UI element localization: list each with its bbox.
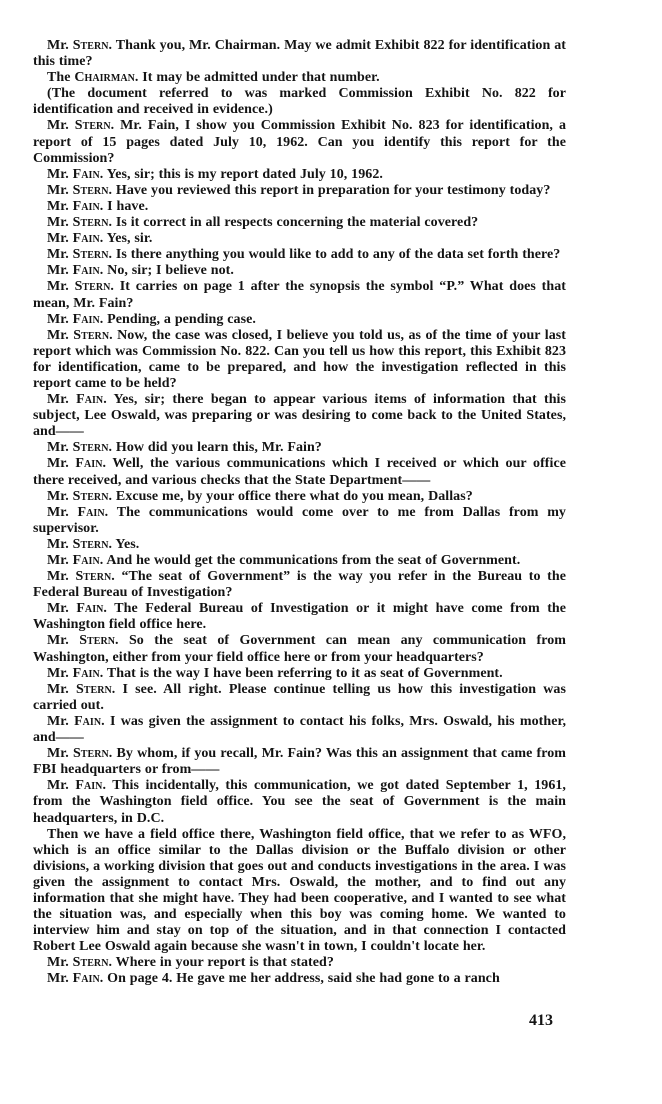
testimony-paragraph (33, 167, 566, 183)
speaker-name: Mr. Stern. (47, 279, 120, 295)
paragraph-text: Yes. (115, 536, 140, 552)
speaker-prefix: Mr. (47, 198, 69, 214)
speaker-name: Mr. Fain. (47, 263, 108, 279)
paragraph-text: No, sir; I believe not. (107, 263, 234, 279)
paragraph-text: I have. (107, 198, 149, 214)
speaker-surname: Stern (74, 118, 111, 134)
speaker-surname: Stern (72, 536, 109, 552)
speaker-name: Mr. Stern. (47, 38, 116, 53)
speaker-name: Mr. Fain. (47, 971, 108, 987)
testimony-paragraph (33, 312, 566, 328)
testimony-paragraph (33, 263, 566, 279)
paragraph-text: The communications would come over to me from Dallas from my supervisor. (33, 504, 566, 536)
testimony-paragraph (33, 505, 566, 537)
speaker-prefix: Mr. (47, 392, 69, 408)
speaker-prefix: Mr. (47, 440, 69, 456)
paragraph-text: It carries on page 1 after the synopsis the symbol “P.” What does that mean, Mr. Fain? (33, 279, 566, 311)
speaker-name: Mr. Fain. (47, 713, 110, 729)
paragraph-text: Yes, sir; there began to appear various items of information that this subject, Lee Oswald, was preparing or was desiring to come back to the United States, and—— (33, 392, 566, 440)
paragraph-text: The Federal Bureau of Investigation or it might have come from the Washington field office here. (33, 601, 567, 633)
speaker-name: Mr. Stern. (47, 182, 116, 198)
speaker-prefix: Mr. (47, 955, 69, 971)
paragraph-text: Yes, sir; this is my report dated July 10, 1962. (106, 166, 383, 182)
paragraph-text: This incidentally, this communication, we got dated September 1, 1961, from the Washington field office. You see the seat of Government is the main headquarters, in D.C. (33, 778, 566, 826)
paragraph-text: And he would get the communications from the seat of Government. (106, 553, 521, 568)
speaker-prefix: Mr. (47, 778, 69, 794)
paragraph-text: Well, the various communications which I received or which our office there received, and various checks that the State Department—— (33, 456, 566, 488)
paragraph-text: Is there anything you would like to add to any of the data set forth there? (115, 247, 561, 263)
testimony-paragraph (33, 633, 566, 665)
speaker-surname: Fain (75, 456, 103, 472)
speaker-name: Mr. Fain. (47, 456, 113, 472)
speaker-prefix: Mr. (47, 118, 69, 134)
speaker-surname: Stern (73, 327, 110, 343)
testimony-paragraph (33, 827, 566, 956)
testimony-paragraph (33, 118, 566, 166)
testimony-paragraph (33, 955, 566, 971)
speaker-prefix: Mr. (47, 633, 69, 649)
speaker-prefix: Mr. (47, 713, 69, 729)
testimony-paragraph (33, 682, 566, 714)
speaker-prefix: Mr. (47, 601, 69, 617)
testimony-paragraph (33, 778, 566, 826)
paragraph-text: “The seat of Government” is the way you refer in the Bureau to the Federal Bureau of Investigation? (33, 569, 566, 601)
speaker-surname: Stern (72, 247, 109, 263)
speaker-name: Mr. Fain. (47, 166, 107, 182)
speaker-surname: Fain (77, 504, 105, 520)
testimony-paragraph (33, 279, 566, 311)
paragraph-text: Mr. Fain, I show you Commission Exhibit No. 823 for identification, a report of 15 pages dated July 10, 1962. Can you identify this report for the Commission? (33, 118, 566, 166)
speaker-name: Mr. Stern. (47, 536, 116, 552)
speaker-name: Mr. Stern. (47, 440, 116, 456)
paragraph-text: Pending, a pending case. (107, 311, 256, 327)
paragraph-text: Yes, sir. (106, 231, 153, 247)
testimony-paragraph (33, 86, 566, 118)
speaker-name: Mr. Fain. (47, 665, 107, 681)
paragraph-text: It may be admitted under that number. (142, 70, 380, 86)
speaker-name: Mr. Fain. (47, 231, 107, 247)
speaker-prefix: Mr. (47, 327, 69, 343)
speaker-prefix: Mr. (47, 38, 69, 53)
speaker-surname: Stern (75, 681, 112, 697)
speaker-name: Mr. Stern. (47, 681, 123, 697)
paragraph-text: By whom, if you recall, Mr. Fain? Was this an assignment that came from FBI headquarters or from—— (33, 746, 566, 778)
testimony-paragraph (33, 746, 566, 778)
testimony-paragraph (33, 328, 566, 392)
speaker-prefix: Mr. (47, 569, 69, 585)
speaker-name: Mr. Stern. (47, 955, 116, 971)
speaker-surname: Fain (72, 971, 100, 987)
speaker-name: Mr. Stern. (47, 488, 116, 504)
speaker-surname: Fain (72, 263, 100, 279)
testimony-paragraph (33, 601, 566, 633)
testimony-paragraph (33, 537, 566, 553)
paragraph-text: Where in your report is that stated? (115, 955, 334, 971)
testimony-paragraph (33, 231, 566, 247)
paragraph-text: How did you learn this, Mr. Fain? (115, 440, 322, 456)
speaker-name: Mr. Stern. (47, 327, 118, 343)
speaker-prefix: The (47, 70, 71, 86)
speaker-surname: Stern (72, 182, 109, 198)
speaker-surname: Fain (76, 601, 104, 617)
speaker-surname: Fain (72, 231, 100, 247)
testimony-paragraph (33, 247, 566, 263)
speaker-name: Mr. Fain. (47, 778, 113, 794)
speaker-prefix: Mr. (47, 665, 69, 681)
speaker-name: Mr. Stern. (47, 569, 122, 585)
speaker-prefix: Mr. (47, 311, 69, 327)
paragraph-text: Have you reviewed this report in preparation for your testimony today? (115, 182, 551, 198)
speaker-name: Mr. Fain. (47, 504, 117, 520)
paragraph-text: I see. All right. Please continue telling us how this investigation was carried out. (33, 681, 566, 713)
testimony-paragraph (33, 714, 566, 746)
speaker-surname: Chairman (74, 70, 135, 86)
testimony-paragraph (33, 70, 566, 86)
page-number: 413 (529, 1012, 553, 1029)
speaker-prefix: Mr. (47, 247, 69, 263)
speaker-surname: Fain (72, 311, 100, 327)
testimony-paragraph (33, 215, 566, 231)
speaker-surname: Stern (72, 488, 109, 504)
speaker-prefix: Mr. (47, 231, 69, 247)
paragraph-text: Is it correct in all respects concerning the material covered? (115, 215, 479, 231)
testimony-paragraph (33, 569, 566, 601)
speaker-name: Mr. Fain. (47, 311, 108, 327)
paragraph-text: (The document referred to was marked Commission Exhibit No. 822 for identification and received in evidence.) (33, 86, 566, 118)
speaker-prefix: Mr. (47, 488, 69, 504)
speaker-prefix: Mr. (47, 215, 69, 231)
testimony-paragraph (33, 392, 566, 440)
speaker-prefix: Mr. (47, 553, 69, 568)
speaker-name: Mr. Fain. (47, 392, 114, 408)
speaker-name: Mr. Stern. (47, 215, 116, 231)
testimony-paragraph (33, 456, 566, 488)
paragraph-text: I was given the assignment to contact his folks, Mrs. Oswald, his mother, and—— (33, 713, 566, 746)
testimony-paragraph (33, 553, 566, 569)
paragraph-text: Excuse me, by your office there what do you mean, Dallas? (115, 488, 473, 504)
paragraph-text: That is the way I have been referring to it as seat of Government. (106, 665, 503, 681)
speaker-name: Mr. Stern. (47, 118, 121, 134)
speaker-prefix: Mr. (47, 182, 69, 198)
speaker-surname: Fain (72, 166, 100, 182)
speaker-surname: Fain (72, 198, 100, 214)
speaker-name: Mr. Stern. (47, 746, 117, 762)
speaker-surname: Stern (79, 633, 116, 649)
paragraph-text: So the seat of Government can mean any communication from Washington, either from your field office here or from your headquarters? (33, 633, 566, 665)
paragraph-text: On page 4. He gave me her address, said she had gone to a ranch (107, 971, 500, 987)
speaker-name: Mr. Stern. (47, 247, 116, 263)
speaker-prefix: Mr. (47, 746, 69, 762)
speaker-surname: Stern (75, 569, 112, 585)
speaker-surname: Stern (72, 746, 109, 762)
speaker-name: Mr. Fain. (47, 553, 107, 568)
testimony-paragraph (33, 489, 566, 505)
speaker-prefix: Mr. (47, 536, 69, 552)
speaker-prefix: Mr. (47, 166, 69, 182)
paragraph-text: Then we have a field office there, Washington field office, that we refer to as WFO, which is an office similar to the Dallas division or the Buffalo division or other divisions, a working division that goes out and conducts investigations in the area. I was given the assignment to contact Mrs. Oswald, the mother, and to find out any information that she might have. They had been cooperative, and I wanted to see what the situation was, and especially when this boy was coming home. We wanted to interview him and stay on top of the situation, and in that connection I contacted Robert Lee Oswald again because she wasn't in town, I couldn't locate her. (33, 826, 566, 955)
speaker-prefix: Mr. (47, 504, 69, 520)
speaker-surname: Fain (72, 665, 100, 681)
testimony-paragraph (33, 440, 566, 456)
paragraph-text: Thank you, Mr. Chairman. May we admit Exhibit 822 for identification at this time? (33, 38, 566, 70)
speaker-surname: Fain (75, 778, 103, 794)
paragraph-text: Now, the case was closed, I believe you told us, as of the time of your last report which was Commission No. 822. Can you tell us how this report, this Exhibit 823 for identification, came to be prepared, and how the investigation reflected in this report came to be held? (33, 327, 566, 391)
speaker-prefix: Mr. (47, 456, 69, 472)
testimony-paragraph (33, 199, 566, 215)
speaker-surname: Stern (74, 279, 111, 295)
testimony-text (33, 38, 566, 988)
speaker-name: Mr. Fain. (47, 198, 108, 214)
speaker-surname: Stern (72, 215, 109, 231)
speaker-surname: Fain (76, 392, 104, 408)
speaker-prefix: Mr. (47, 263, 69, 279)
speaker-name: The Chairman. (47, 70, 143, 86)
speaker-name: Mr. Fain. (47, 601, 115, 617)
speaker-surname: Stern (72, 440, 109, 456)
speaker-surname: Stern (72, 38, 109, 53)
speaker-surname: Fain (72, 553, 100, 568)
testimony-paragraph (33, 38, 566, 70)
speaker-prefix: Mr. (47, 681, 69, 697)
testimony-paragraph (33, 971, 566, 987)
speaker-prefix: Mr. (47, 279, 69, 295)
speaker-prefix: Mr. (47, 971, 69, 987)
testimony-paragraph (33, 666, 566, 682)
testimony-paragraph (33, 183, 566, 199)
speaker-name: Mr. Stern. (47, 633, 129, 649)
speaker-surname: Stern (72, 955, 109, 971)
speaker-surname: Fain (74, 713, 102, 729)
